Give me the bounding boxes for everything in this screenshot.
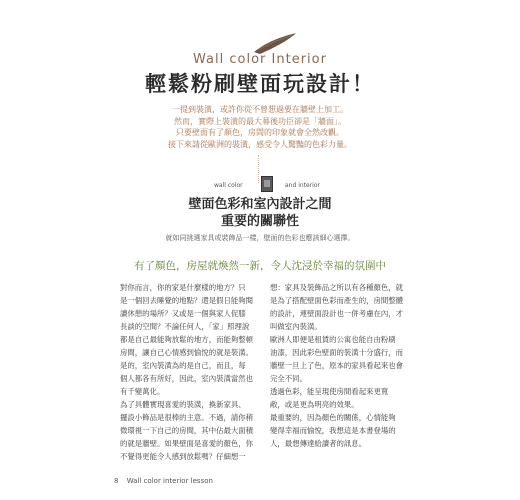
body-column-left <box>120 281 260 463</box>
section-description: 就如同挑選家具或裝飾品一樣，壁面的色彩也應該細心選擇。 <box>165 234 355 242</box>
intro-text <box>0 104 520 150</box>
page-subtitle-en: Wall color Interior <box>193 52 327 67</box>
paint-can-icon <box>261 176 273 192</box>
body-line: 是一個回去睡覺的地點？還是假日能夠閱 <box>120 296 254 305</box>
body-line: 擺設小飾品是很棒的主意。不過，請你稍 <box>120 413 254 422</box>
body-line: 完全不同。 <box>270 374 307 383</box>
body-line: 為了具體實現喜愛的裝潢，換新家具、 <box>120 400 246 409</box>
body-line: 最重要的，因為顏色的關係，心情能夠 <box>270 413 396 422</box>
body-line: 都是自己最能夠放鬆的地方，而能夠整頓 <box>120 335 254 344</box>
body-line: 不覺得更能令人感到放鬆嗎？仔細想一 <box>120 452 246 461</box>
body-column-right <box>270 281 410 450</box>
body-line: 叫做室內裝潢。 <box>270 322 322 331</box>
body-line: 個人都各有所好，因此，室內裝潢當然也 <box>120 374 254 383</box>
body-line: 的設計，連壁面設計也一併考慮在內，才 <box>270 309 404 318</box>
body-line: 牆壁一旦上了色，原本的家具看起來也會 <box>270 361 404 370</box>
body-line: 想：家具及裝飾品之所以有各種顏色，就 <box>270 283 404 292</box>
body-line: 房間，讓自己心情感到愉悅的就是裝潢。 <box>120 348 254 357</box>
intro-line: 接下來請從歐洲的裝潢，感受令人驚豔的色彩力量。 <box>168 139 352 149</box>
section-tag-right: and interior <box>285 182 320 189</box>
intro-line: 然而，實際上裝潢的最大幕後功臣卻是「牆面」。 <box>174 116 346 126</box>
page-title: 輕鬆粉刷壁面玩設計！ <box>145 72 375 96</box>
body-line: 的就是牆壁。如果壁面是喜愛的顏色，你 <box>120 439 254 448</box>
body-line: 歐洲人即便是租賃的公寓也能自由粉刷 <box>270 335 396 344</box>
highlight-heading: 有了顏色，房屋就煥然一新，令人沈浸於幸福的氛圍中 <box>134 260 386 272</box>
body-line: 敞，或是更為明亮的效果。 <box>270 400 359 409</box>
body-line: 讀休憩的場所？又或是一個與家人促膝 <box>120 309 246 318</box>
body-line: 長談的空間？不論任何人，「家」照理說 <box>120 322 250 331</box>
body-line: 人，最想傳達給讀者的訊息。 <box>270 439 367 448</box>
intro-line: 只要壁面有了顏色，房間的印象就會全然改觀。 <box>176 128 344 137</box>
body-line: 微環視一下自己的房間，其中佔最大面積 <box>120 426 254 435</box>
body-line: 有千變萬化。 <box>120 387 165 396</box>
section-title <box>0 196 520 230</box>
book-title: Wall color interior lesson <box>126 477 213 485</box>
body-line: 變得幸福而愉悅，我想這是本書登場的 <box>270 426 396 435</box>
intro-line: 一提到裝潢，或許你從不曾想過要在牆壁上加工。 <box>172 105 348 114</box>
body-line: 油漆，因此彩色壁面的裝潢十分盛行，而 <box>270 348 404 357</box>
section-title-line1: 壁面色彩和室內設計之間 <box>188 197 332 212</box>
body-line: 是為了搭配壁面色彩而產生的，房間整體 <box>270 296 404 305</box>
vertical-divider <box>258 155 260 183</box>
page-footer <box>114 477 213 485</box>
body-line: 透過色彩，能呈現使房間看起來更寬 <box>270 387 389 396</box>
body-line: 對你而言，你的家是什麼樣的地方？只 <box>120 283 246 292</box>
body-line: 是的，室內裝潢為的是自己，而且，每 <box>120 361 246 370</box>
page-number: 8 <box>114 477 119 485</box>
section-title-line2: 重要的關聯性 <box>220 214 299 229</box>
section-tag-left: wall color <box>214 182 243 189</box>
